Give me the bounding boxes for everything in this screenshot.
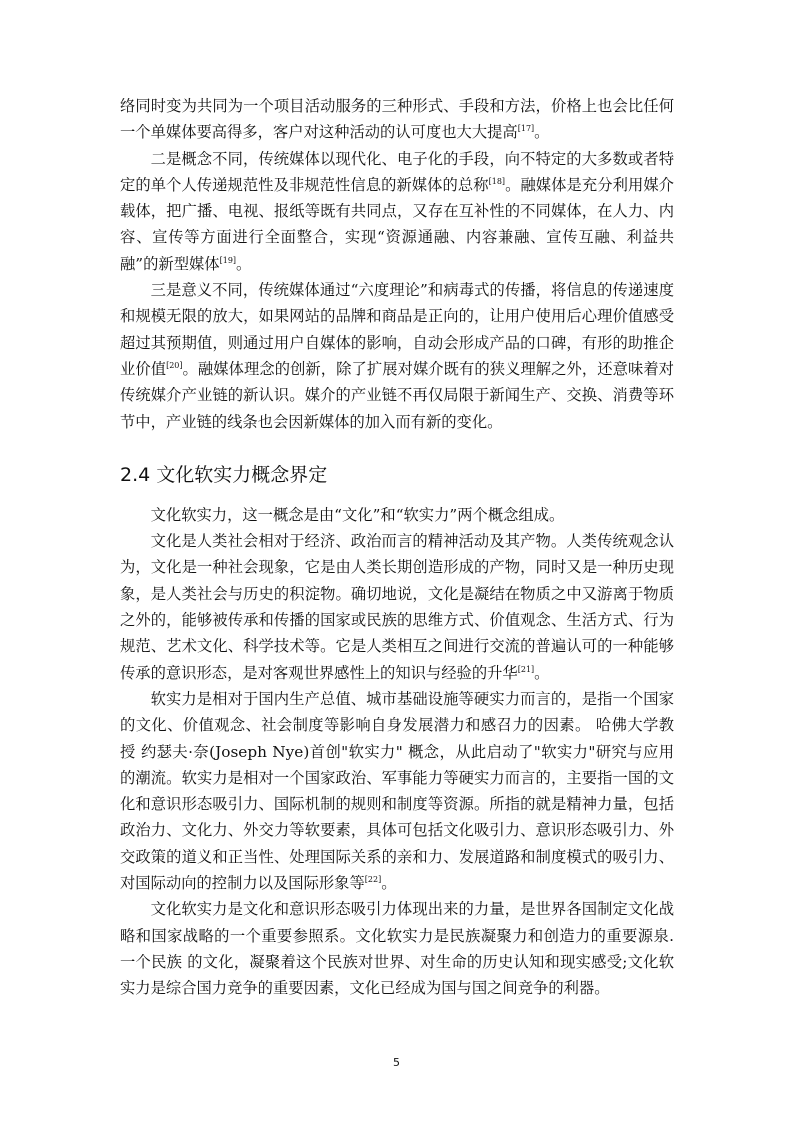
paragraph-tail: 。	[381, 874, 397, 893]
citation-ref: [22]	[364, 875, 382, 885]
paragraph-tail: 。融媒体理念的创新，除了扩展对媒介既有的狭义理解之外，还意味着对传统媒介产业链的新认识。媒介的产业链不再仅局限于新闻生产、交换、消费等环节中，产业链的线条也会因新媒体的加入而有新的变化。	[120, 359, 674, 431]
paragraph-concept	[120, 146, 674, 277]
paragraph-continuation	[120, 93, 674, 146]
paragraph-tail: 。	[534, 663, 550, 682]
paragraph-text: 文化软实力，这一概念是由“文化”和“软实力”两个概念组成。	[150, 505, 565, 524]
paragraph-text: 三是意义不同，传统媒体通过“六度理论”和病毒式的传播，将信息的传递速度和规模无限的放大，如果网站的品牌和商品是正向的，让用户使用后心理价值感受超过其预期值，则通过用户自媒体的影响，自动会形成产品的口碑，有形的助推企业价值	[120, 281, 674, 378]
paragraph-definition	[120, 502, 674, 528]
paragraph-tail: 。	[236, 254, 252, 273]
paragraph-text: 文化是人类社会相对于经济、政治而言的精神活动及其产物。人类传统观念认为，文化是一种社会现象，它是由人类长期创造形成的产物，同时又是一种历史现象，是人类社会与历史的积淀物。确切地说，文化是凝结在物质之中又游离于物质之外的，能够被传承和传播的国家或民族的思维方式、价值观念、生活方式、行为规范、艺术文化、科学技术等。它是人类相互之间进行交流的普遍认可的一种能够传承的意识形态，是对客观世界感性上的知识与经验的升华	[120, 532, 674, 682]
paragraph-soft-power	[120, 686, 674, 896]
citation-ref: [17]	[517, 124, 535, 134]
paragraph-culture	[120, 528, 674, 686]
paragraph-text: 软实力是相对于国内生产总值、城市基础设施等硬实力而言的，是指一个国家的文化、价值观念、社会制度等影响自身发展潜力和感召力的因素。 哈佛大学教授 约瑟夫·奈(Joseph Nye)首创"软实力" 概念，从此启动了"软实力"研究与应用的潮流。软实力是相对一个国家政治、军事能力等硬实力而言的，主要指一国的文化和意识形态吸引力、国际机制的规则和制度等资源。所指的就是精神力量，包括政治力、文化力、外交力等软要素，具体可包括文化吸引力、意识形态吸引力、外交政策的道义和正当性、处理国际关系的亲和力、发展道路和制度模式的吸引力、对国际动向的控制力以及国际形象等	[120, 689, 674, 893]
citation-ref: [20]	[166, 360, 183, 370]
citation-ref: [19]	[219, 255, 237, 265]
paragraph-cultural-soft-power	[120, 896, 674, 1001]
paragraph-meaning	[120, 277, 674, 435]
paragraph-tail: 。融媒体是充分利用媒介载体，把广播、电视、报纸等既有共同点，又存在互补性的不同媒体，在人力、内容、宣传等方面进行全面整合，实现“资源通融、内容兼融、宣传互融、利益共融”的新型媒体	[120, 175, 674, 273]
citation-ref: [21]	[517, 664, 535, 674]
citation-ref: [18]	[488, 176, 506, 186]
body-text	[120, 93, 674, 1002]
paragraph-text: 文化软实力是文化和意识形态吸引力体现出来的力量，是世界各国制定文化战略和国家战略的一个重要参照系。文化软实力是民族凝聚力和创造力的重要源泉. 一个民族 的文化，凝聚着这个民族对世界、对生命的历史认知和现实感受;文化软实力是综合国力竞争的重要因素，文化已经成为国与国之间竞争的利器。	[120, 900, 674, 998]
paragraph-text: 络同时变为共同为一个项目活动服务的三种形式、手段和方法，价格上也会比任何一个单媒体要高得多，客户对这种活动的认可度也大大提高	[120, 97, 674, 142]
paragraph-text: 二是概念不同，传统媒体以现代化、电子化的手段，向不特定的大多数或者特定的单个人传递规范性及非规范性信息的新媒体的总称	[120, 149, 674, 194]
paragraph-tail: 。	[534, 123, 550, 142]
section-heading: 2.4 文化软实力概念界定	[120, 463, 328, 486]
page-number: 5	[393, 1056, 400, 1069]
